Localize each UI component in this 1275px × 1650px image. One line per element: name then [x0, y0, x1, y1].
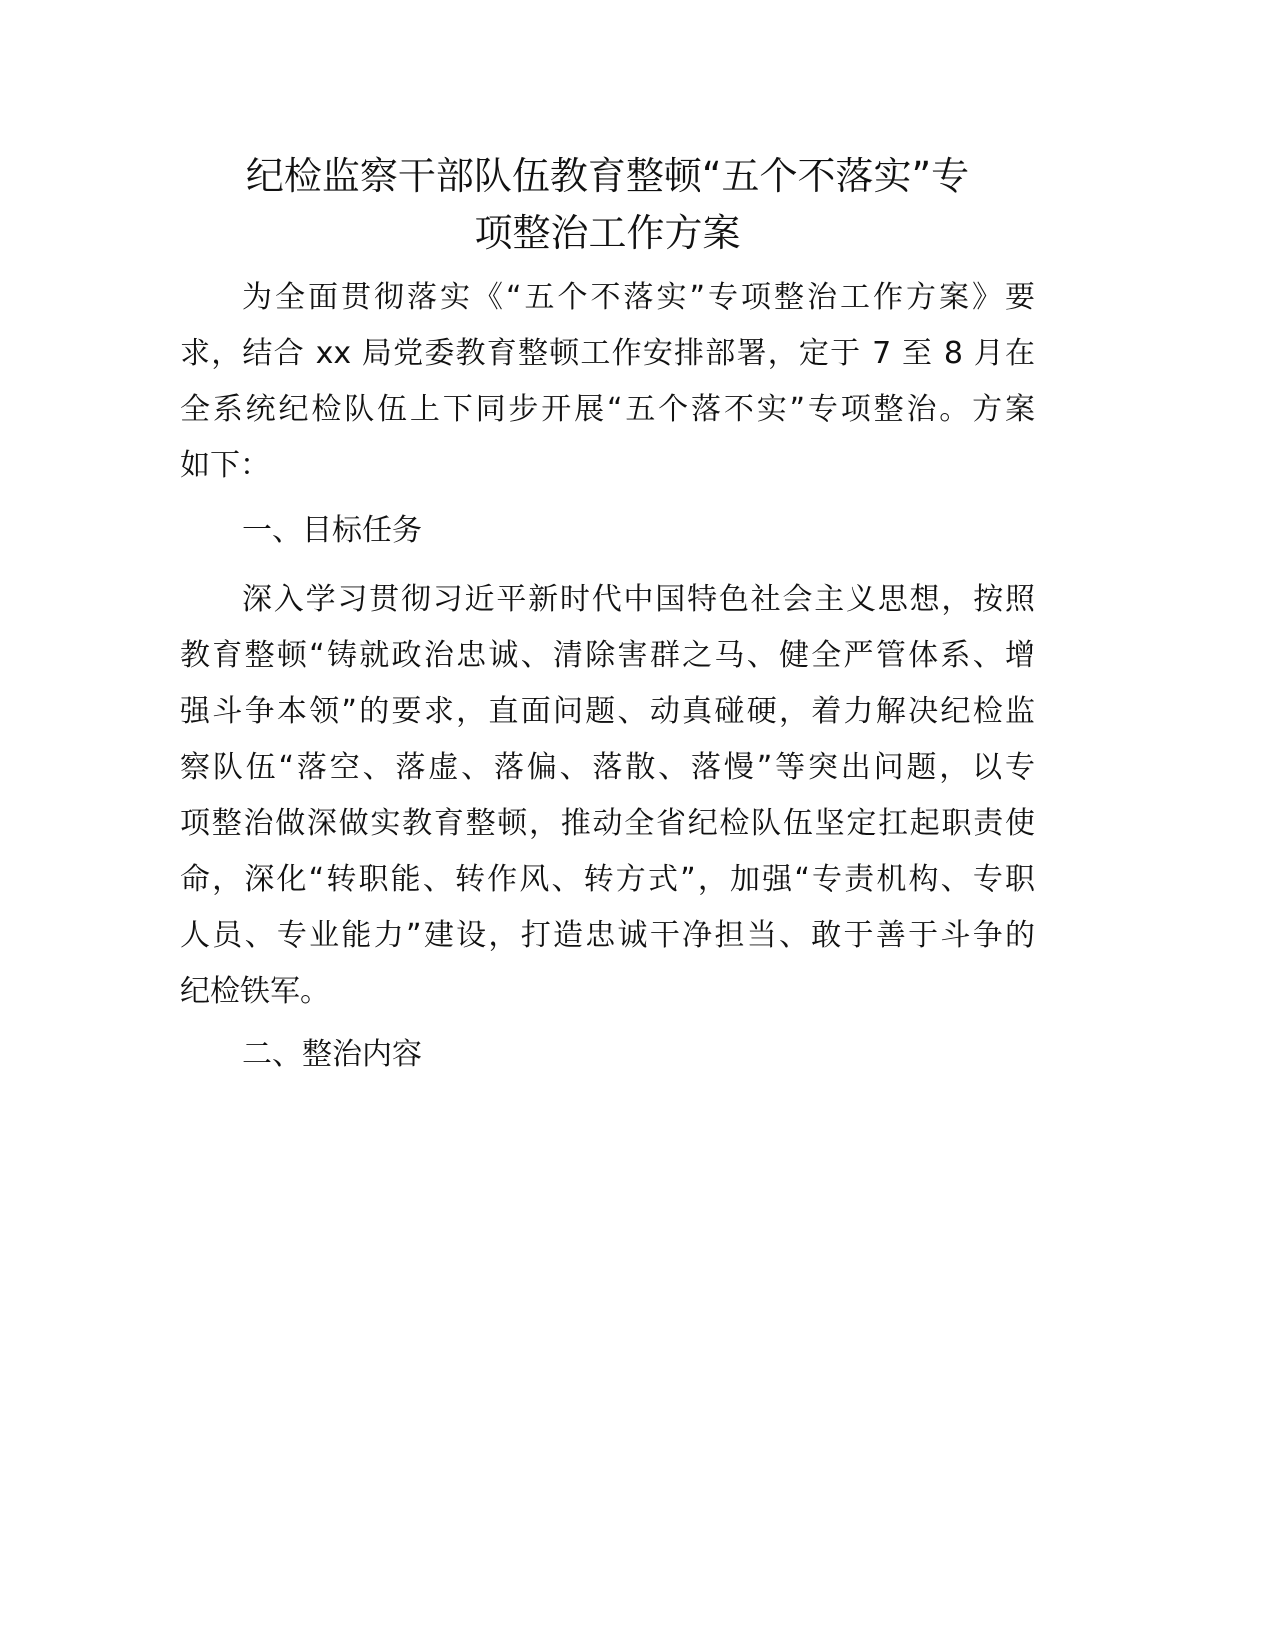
section-heading-content	[180, 1027, 1035, 1083]
paragraph-line: 强斗争本领”的要求，直面问题、动真碰硬，着力解决纪检监	[180, 694, 1035, 729]
title-line: 纪检监察干部队伍教育整顿“五个不落实”专	[245, 154, 970, 198]
document-title	[180, 148, 1035, 262]
paragraph-line: 全系统纪检队伍上下同步开展“五个落不实”专项整治。方案	[180, 392, 1035, 427]
intro-paragraph	[180, 270, 1035, 494]
paragraph-line: 察队伍“落空、落虚、落偏、落散、落慢”等突出问题，以专	[180, 750, 1035, 785]
title-line: 项整治工作方案	[474, 211, 741, 255]
heading-text: 二、整治内容	[242, 1037, 422, 1072]
paragraph-line: 为全面贯彻落实《“五个不落实”专项整治工作方案》要	[242, 280, 1035, 315]
heading-text: 一、目标任务	[242, 513, 422, 548]
goals-paragraph	[180, 572, 1035, 1020]
paragraph-line: 深入学习贯彻习近平新时代中国特色社会主义思想，按照	[242, 582, 1035, 617]
section-heading-goals	[180, 503, 1035, 559]
paragraph-line: 求，结合 xx 局党委教育整顿工作安排部署，定于 7 至 8 月在	[180, 336, 1035, 371]
paragraph-line: 如下：	[180, 448, 270, 483]
paragraph-line: 命，深化“转职能、转作风、转方式”，加强“专责机构、专职	[180, 862, 1035, 897]
paragraph-line: 教育整顿“铸就政治忠诚、清除害群之马、健全严管体系、增	[180, 638, 1035, 673]
paragraph-line: 纪检铁军。	[180, 974, 330, 1009]
paragraph-line: 项整治做深做实教育整顿，推动全省纪检队伍坚定扛起职责使	[180, 806, 1035, 841]
paragraph-line: 人员、专业能力”建设，打造忠诚干净担当、敢于善于斗争的	[180, 918, 1035, 953]
